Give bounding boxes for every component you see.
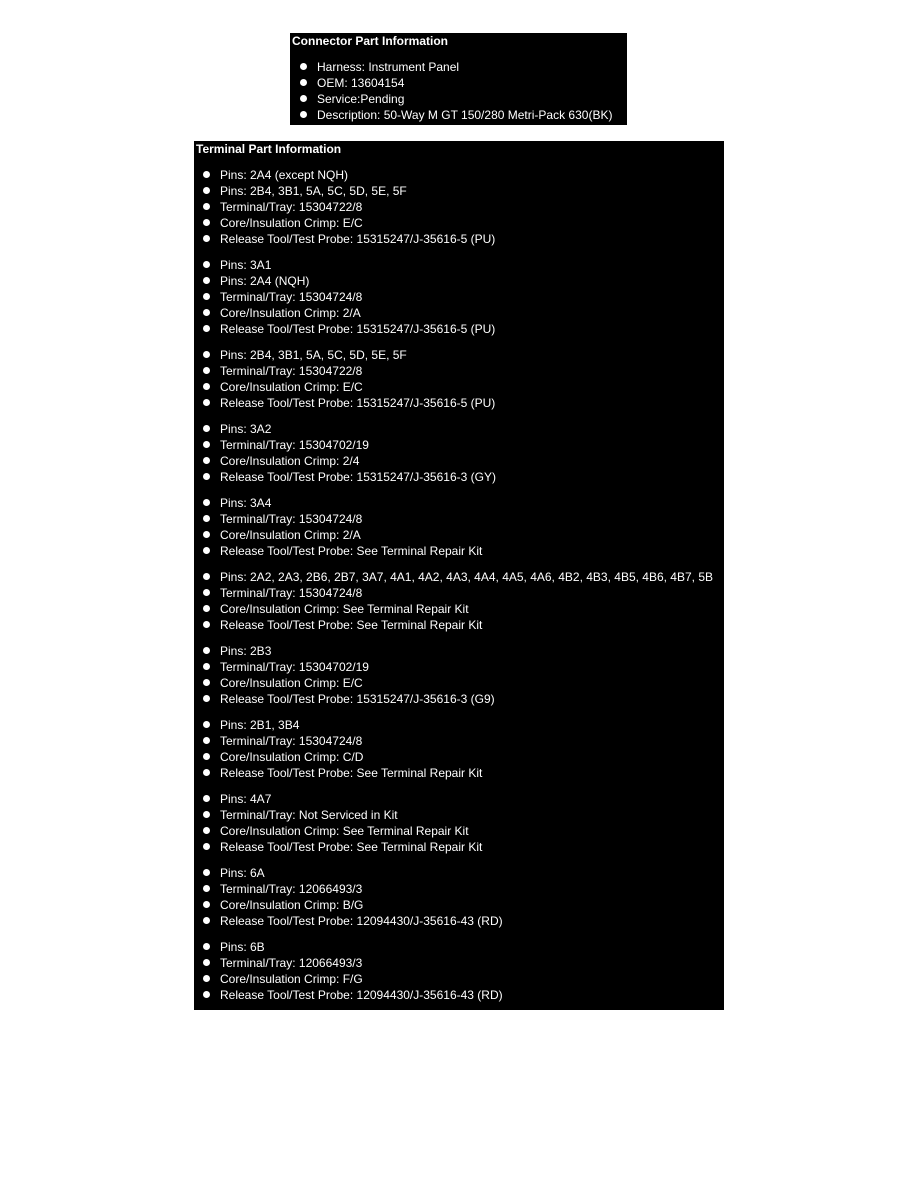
list-item-text: Terminal/Tray: 15304702/19 [220, 660, 369, 674]
bullet-icon [203, 441, 210, 448]
list-item [300, 107, 612, 123]
list-item-text: Terminal/Tray: 15304724/8 [220, 290, 363, 304]
terminal-group [203, 791, 713, 855]
list-item [203, 897, 713, 913]
list-item [203, 675, 713, 691]
list-item-text: Terminal/Tray: 15304724/8 [220, 734, 363, 748]
bullet-icon [300, 95, 307, 102]
terminal-part-information-panel [194, 141, 724, 1010]
bullet-icon [300, 79, 307, 86]
list-item [203, 511, 713, 527]
list-item [203, 347, 713, 363]
list-item-text: Release Tool/Test Probe: 15315247/J-35616-3 (G9) [220, 692, 495, 706]
list-item-text: Pins: 2A2, 2A3, 2B6, 2B7, 3A7, 4A1, 4A2, 4A3, 4A4, 4A5, 4A6, 4B2, 4B3, 4B5, 4B6, 4B7, 5B [220, 570, 714, 584]
bullet-icon [203, 325, 210, 332]
bullet-icon [203, 943, 210, 950]
bullet-icon [203, 991, 210, 998]
list-item-text: Terminal/Tray: 15304724/8 [220, 586, 363, 600]
list-item-text: Release Tool/Test Probe: 15315247/J-35616-5 (PU) [220, 232, 496, 246]
list-item-text: Terminal/Tray: 15304722/8 [220, 364, 363, 378]
list-item [203, 643, 713, 659]
list-item [203, 215, 713, 231]
list-item-text: Description: 50-Way M GT 150/280 Metri-Pack 630(BK) [317, 108, 613, 122]
list-item-text: OEM: 13604154 [317, 76, 405, 90]
list-item [300, 91, 612, 107]
list-item [203, 823, 713, 839]
list-item [203, 939, 713, 955]
list-item-text: Pins: 3A4 [220, 496, 272, 510]
bullet-icon [203, 589, 210, 596]
bullet-icon [203, 605, 210, 612]
list-item [203, 971, 713, 987]
list-item-text: Pins: 2B1, 3B4 [220, 718, 300, 732]
bullet-icon [300, 111, 307, 118]
bullet-icon [203, 383, 210, 390]
list-item-text: Core/Insulation Crimp: F/G [220, 972, 363, 986]
list-item-text: Terminal/Tray: 15304702/19 [220, 438, 369, 452]
list-item [203, 765, 713, 781]
bullet-icon [203, 367, 210, 374]
list-item [203, 601, 713, 617]
list-item-text: Terminal/Tray: Not Serviced in Kit [220, 808, 398, 822]
list-item-text: Release Tool/Test Probe: 12094430/J-35616-43 (RD) [220, 914, 503, 928]
bullet-icon [203, 721, 210, 728]
list-item-text: Core/Insulation Crimp: See Terminal Repair Kit [220, 602, 469, 616]
bullet-icon [203, 769, 210, 776]
list-item-text: Release Tool/Test Probe: See Terminal Repair Kit [220, 618, 483, 632]
list-item [203, 527, 713, 543]
bullet-icon [203, 753, 210, 760]
list-item-text: Release Tool/Test Probe: See Terminal Repair Kit [220, 544, 483, 558]
bullet-icon [203, 885, 210, 892]
list-item-text: Pins: 3A1 [220, 258, 272, 272]
terminal-group [203, 939, 713, 1003]
list-item [203, 305, 713, 321]
list-item-text: Terminal/Tray: 15304724/8 [220, 512, 363, 526]
connector-info-list [300, 59, 612, 123]
list-item [203, 421, 713, 437]
terminal-group [203, 257, 713, 337]
list-item [203, 807, 713, 823]
terminal-info-list [203, 167, 713, 1010]
list-item-text: Core/Insulation Crimp: E/C [220, 216, 363, 230]
bullet-icon [203, 277, 210, 284]
terminal-group [203, 167, 713, 247]
list-item [203, 691, 713, 707]
bullet-icon [203, 917, 210, 924]
list-item-text: Release Tool/Test Probe: 15315247/J-35616-5 (PU) [220, 322, 496, 336]
bullet-icon [203, 293, 210, 300]
list-item [203, 183, 713, 199]
list-item-text: Pins: 2B4, 3B1, 5A, 5C, 5D, 5E, 5F [220, 184, 407, 198]
list-item-text: Terminal/Tray: 15304722/8 [220, 200, 363, 214]
list-item-text: Terminal/Tray: 12066493/3 [220, 882, 363, 896]
list-item [203, 199, 713, 215]
bullet-icon [203, 663, 210, 670]
bullet-icon [203, 457, 210, 464]
bullet-icon [203, 843, 210, 850]
list-item [203, 257, 713, 273]
list-item [203, 617, 713, 633]
bullet-icon [203, 827, 210, 834]
bullet-icon [203, 425, 210, 432]
list-item-text: Pins: 2A4 (NQH) [220, 274, 310, 288]
terminal-group [203, 421, 713, 485]
terminal-group [203, 717, 713, 781]
list-item-text: Core/Insulation Crimp: E/C [220, 380, 363, 394]
bullet-icon [203, 351, 210, 358]
list-item [203, 955, 713, 971]
list-item [203, 659, 713, 675]
bullet-icon [203, 171, 210, 178]
list-item-text: Pins: 6A [220, 866, 265, 880]
list-item-text: Pins: 2B4, 3B1, 5A, 5C, 5D, 5E, 5F [220, 348, 407, 362]
list-item [203, 273, 713, 289]
bullet-icon [203, 811, 210, 818]
list-item [203, 733, 713, 749]
terminal-group [203, 495, 713, 559]
bullet-icon [203, 473, 210, 480]
bullet-icon [203, 203, 210, 210]
list-item [203, 437, 713, 453]
list-item [203, 469, 713, 485]
bullet-icon [203, 187, 210, 194]
list-item-text: Core/Insulation Crimp: E/C [220, 676, 363, 690]
terminal-panel-title: Terminal Part Information [196, 142, 342, 156]
bullet-icon [203, 975, 210, 982]
terminal-group [203, 347, 713, 411]
list-item [203, 585, 713, 601]
bullet-icon [203, 901, 210, 908]
list-item-text: Release Tool/Test Probe: 12094430/J-35616-43 (RD) [220, 988, 503, 1002]
bullet-icon [203, 695, 210, 702]
list-item [203, 231, 713, 247]
bullet-icon [203, 737, 210, 744]
connector-part-information-panel [290, 33, 627, 125]
list-item [203, 379, 713, 395]
bullet-icon [203, 531, 210, 538]
list-item-text: Release Tool/Test Probe: 15315247/J-35616-5 (PU) [220, 396, 496, 410]
list-item-text: Core/Insulation Crimp: See Terminal Repair Kit [220, 824, 469, 838]
bullet-icon [203, 869, 210, 876]
list-item [203, 569, 713, 585]
bullet-icon [203, 261, 210, 268]
list-item-text: Harness: Instrument Panel [317, 60, 460, 74]
list-item-text: Pins: 2B3 [220, 644, 272, 658]
bullet-icon [203, 621, 210, 628]
bullet-icon [203, 515, 210, 522]
list-item-text: Core/Insulation Crimp: 2/A [220, 306, 361, 320]
list-item [203, 839, 713, 855]
list-item [203, 395, 713, 411]
list-item-text: Core/Insulation Crimp: C/D [220, 750, 364, 764]
connector-panel-title: Connector Part Information [292, 34, 449, 48]
list-item [203, 987, 713, 1003]
bullet-icon [203, 795, 210, 802]
bullet-icon [203, 219, 210, 226]
list-item [203, 167, 713, 183]
bullet-icon [203, 679, 210, 686]
bullet-icon [203, 959, 210, 966]
list-item [203, 363, 713, 379]
list-item [203, 913, 713, 929]
list-item-text: Pins: 4A7 [220, 792, 272, 806]
list-item [203, 453, 713, 469]
bullet-icon [203, 309, 210, 316]
list-item-text: Release Tool/Test Probe: 15315247/J-35616-3 (GY) [220, 470, 496, 484]
list-item [203, 321, 713, 337]
bullet-icon [203, 647, 210, 654]
list-item-text: Release Tool/Test Probe: See Terminal Repair Kit [220, 840, 483, 854]
list-item [203, 881, 713, 897]
bullet-icon [203, 399, 210, 406]
list-item-text: Pins: 6B [220, 940, 265, 954]
bullet-icon [203, 547, 210, 554]
list-item [203, 865, 713, 881]
bullet-icon [300, 63, 307, 70]
list-item-text: Core/Insulation Crimp: B/G [220, 898, 364, 912]
list-item [203, 791, 713, 807]
list-item [203, 543, 713, 559]
terminal-group [203, 569, 713, 633]
terminal-group [203, 865, 713, 929]
list-item-text: Service:Pending [317, 92, 405, 106]
bullet-icon [203, 573, 210, 580]
list-item-text: Release Tool/Test Probe: See Terminal Repair Kit [220, 766, 483, 780]
list-item-text: Terminal/Tray: 12066493/3 [220, 956, 363, 970]
bullet-icon [203, 235, 210, 242]
terminal-group [203, 643, 713, 707]
list-item [300, 75, 612, 91]
list-item [300, 59, 612, 75]
list-item-text: Core/Insulation Crimp: 2/A [220, 528, 361, 542]
list-item-text: Core/Insulation Crimp: 2/4 [220, 454, 360, 468]
list-item [203, 749, 713, 765]
bullet-icon [203, 499, 210, 506]
list-item [203, 289, 713, 305]
list-item [203, 717, 713, 733]
list-item-text: Pins: 3A2 [220, 422, 272, 436]
list-item-text: Pins: 2A4 (except NQH) [220, 168, 349, 182]
list-item [203, 495, 713, 511]
